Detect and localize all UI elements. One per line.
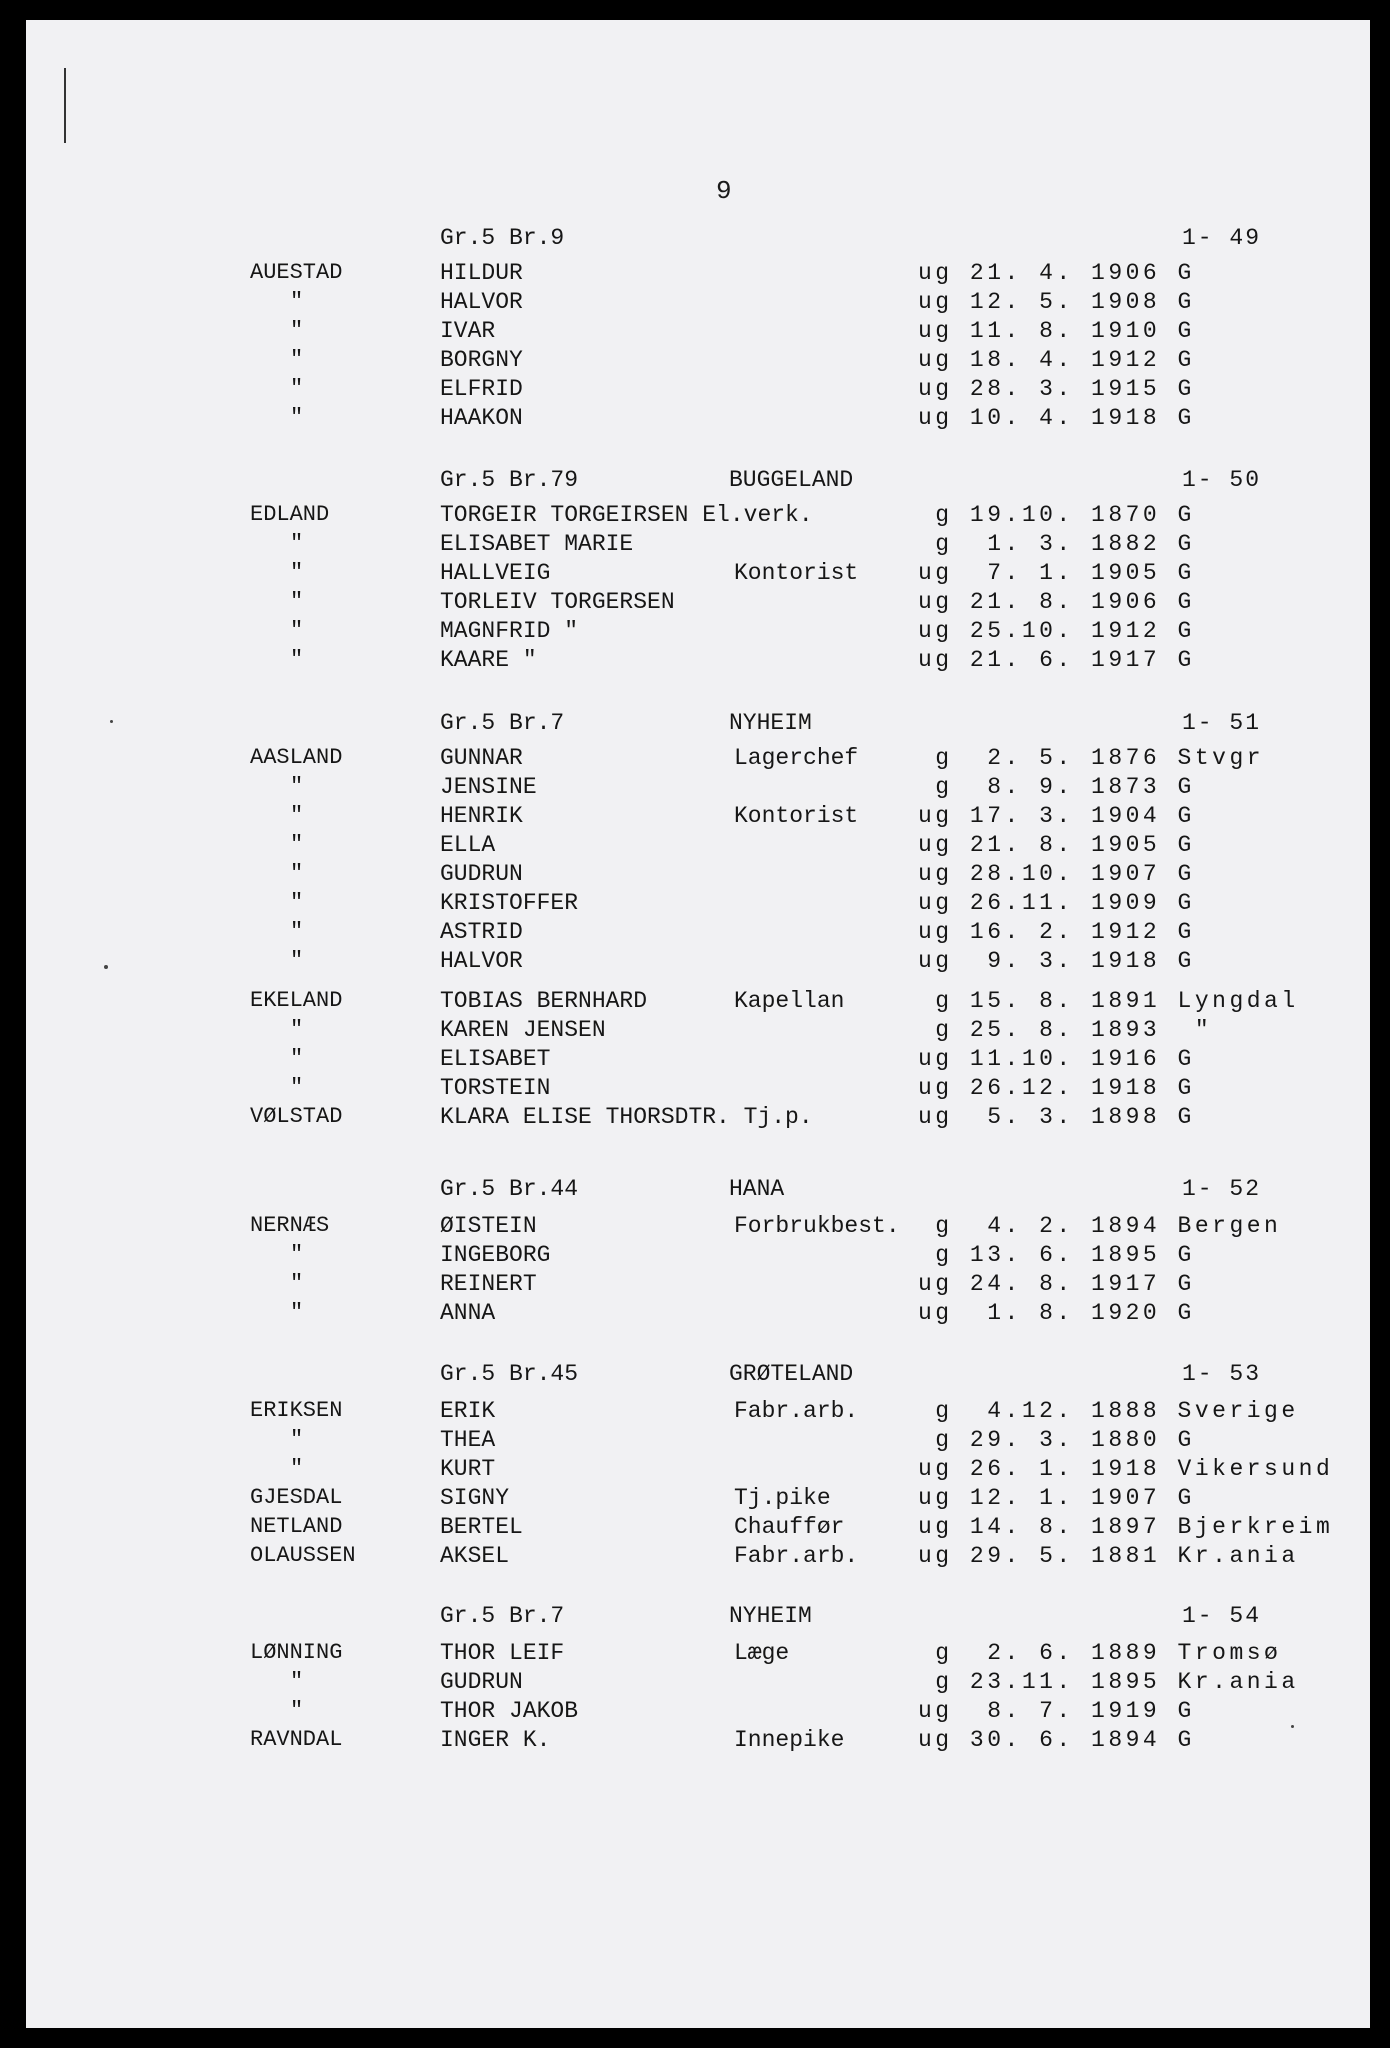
birth-record: ug 1. 8. 1920 G: [918, 1300, 1195, 1326]
given-name: KLARA ELISE THORSDTR. Tj.p.: [440, 1104, 813, 1130]
birth-record: ug 25.10. 1912 G: [918, 618, 1195, 644]
register-row: [250, 745, 1350, 775]
birth-record: g 13. 6. 1895 G: [918, 1242, 1195, 1268]
register-row: [250, 1075, 1350, 1105]
birth-record: g 2. 6. 1889 Tromsø: [918, 1640, 1282, 1666]
surname: ": [290, 376, 304, 401]
surname: NETLAND: [250, 1514, 343, 1539]
given-name: ELISABET MARIE: [440, 531, 634, 557]
surname: ": [290, 318, 304, 343]
surname: ": [290, 861, 304, 886]
register-row: [250, 1213, 1350, 1243]
given-name: HAAKON: [440, 405, 523, 431]
occupation: Kapellan: [734, 988, 845, 1014]
given-name: BORGNY: [440, 347, 523, 373]
surname: OLAUSSEN: [250, 1543, 356, 1568]
given-name: THOR JAKOB: [440, 1698, 579, 1724]
birth-record: ug 9. 3. 1918 G: [918, 948, 1195, 974]
section-place: BUGGELAND: [729, 467, 854, 493]
register-row: [250, 1300, 1350, 1330]
birth-record: ug 18. 4. 1912 G: [918, 347, 1195, 373]
surname: ": [290, 1075, 304, 1100]
section-ref: Gr.5 Br.45: [440, 1361, 579, 1387]
section-ref: Gr.5 Br.7: [440, 1603, 565, 1629]
birth-record: ug 21. 4. 1906 G: [918, 260, 1195, 286]
surname: ": [290, 1017, 304, 1042]
given-name: HALVOR: [440, 948, 523, 974]
occupation: Innepike: [734, 1727, 845, 1753]
section-header: [440, 1176, 1340, 1206]
occupation: Fabr.arb.: [734, 1543, 859, 1569]
birth-record: ug 11.10. 1916 G: [918, 1046, 1195, 1072]
surname: ": [290, 1669, 304, 1694]
register-row: [250, 589, 1350, 619]
given-name: GUNNAR: [440, 745, 523, 771]
section-number: 1- 52: [1182, 1176, 1262, 1202]
surname: RAVNDAL: [250, 1727, 343, 1752]
section-ref: Gr.5 Br.9: [440, 225, 565, 251]
section-ref: Gr.5 Br.44: [440, 1176, 579, 1202]
given-name: ASTRID: [440, 919, 523, 945]
birth-record: g 19.10. 1870 G: [918, 502, 1195, 528]
given-name: SIGNY: [440, 1485, 510, 1511]
given-name: TOBIAS BERNHARD: [440, 988, 648, 1014]
given-name: AKSEL: [440, 1543, 510, 1569]
given-name: ELFRID: [440, 376, 523, 402]
birth-record: ug 17. 3. 1904 G: [918, 803, 1195, 829]
given-name: BERTEL: [440, 1514, 523, 1540]
occupation: Fabr.arb.: [734, 1398, 859, 1424]
occupation: Kontorist: [734, 803, 859, 829]
register-row: [250, 1427, 1350, 1457]
given-name: THOR LEIF: [440, 1640, 565, 1666]
given-name: GUDRUN: [440, 861, 523, 887]
birth-record: g 2. 5. 1876 Stvgr: [918, 745, 1265, 771]
birth-record: ug 30. 6. 1894 G: [918, 1727, 1195, 1753]
register-row: [250, 1104, 1350, 1134]
given-name: JENSINE: [440, 774, 537, 800]
birth-record: ug 16. 2. 1912 G: [918, 919, 1195, 945]
register-row: [250, 1698, 1350, 1728]
birth-record: ug 28. 3. 1915 G: [918, 376, 1195, 402]
register-row: [250, 1727, 1350, 1757]
register-row: [250, 803, 1350, 833]
register-row: [250, 318, 1350, 348]
birth-record: ug 26.12. 1918 G: [918, 1075, 1195, 1101]
register-row: [250, 948, 1350, 978]
section-header: [440, 225, 1340, 255]
birth-record: g 23.11. 1895 Kr.ania: [918, 1669, 1299, 1695]
surname: EDLAND: [250, 502, 330, 527]
surname: GJESDAL: [250, 1485, 343, 1510]
register-row: [250, 1640, 1350, 1670]
given-name: ØISTEIN: [440, 1213, 537, 1239]
birth-record: ug 21. 8. 1905 G: [918, 832, 1195, 858]
birth-record: g 4. 2. 1894 Bergen: [918, 1213, 1282, 1239]
birth-record: ug 28.10. 1907 G: [918, 861, 1195, 887]
surname: ": [290, 803, 304, 828]
surname: ": [290, 890, 304, 915]
register-row: [250, 1514, 1350, 1544]
section-place: NYHEIM: [729, 710, 812, 736]
register-row: [250, 1669, 1350, 1699]
speck: [110, 720, 113, 723]
section-ref: Gr.5 Br.7: [440, 710, 565, 736]
birth-record: ug 7. 1. 1905 G: [918, 560, 1195, 586]
speck: [1291, 1725, 1294, 1728]
birth-record: g 8. 9. 1873 G: [918, 774, 1195, 800]
surname: ": [290, 589, 304, 614]
surname: AUESTAD: [250, 260, 343, 285]
register-row: [250, 774, 1350, 804]
section-header: [440, 710, 1340, 740]
birth-record: ug 12. 1. 1907 G: [918, 1485, 1195, 1511]
register-row: [250, 1046, 1350, 1076]
section-number: 1- 50: [1182, 467, 1262, 493]
given-name: MAGNFRID ": [440, 618, 579, 644]
register-row: [250, 260, 1350, 290]
given-name: HENRIK: [440, 803, 523, 829]
occupation: Læge: [734, 1640, 790, 1666]
section-header: [440, 1603, 1340, 1633]
surname: ": [290, 647, 304, 672]
occupation: Forbrukbest.: [734, 1213, 900, 1239]
section-number: 1- 54: [1182, 1603, 1262, 1629]
birth-record: ug 8. 7. 1919 G: [918, 1698, 1195, 1724]
birth-record: ug 11. 8. 1910 G: [918, 318, 1195, 344]
surname: VØLSTAD: [250, 1104, 343, 1129]
birth-record: g 25. 8. 1893 ": [918, 1017, 1213, 1043]
given-name: GUDRUN: [440, 1669, 523, 1695]
register-row: [250, 890, 1350, 920]
surname: ": [290, 405, 304, 430]
occupation: Lagerchef: [734, 745, 859, 771]
section-place: NYHEIM: [729, 1603, 812, 1629]
register-row: [250, 405, 1350, 435]
register-row: [250, 531, 1350, 561]
birth-record: g 29. 3. 1880 G: [918, 1427, 1195, 1453]
surname: ": [290, 1427, 304, 1452]
register-row: [250, 832, 1350, 862]
birth-record: ug 24. 8. 1917 G: [918, 1271, 1195, 1297]
given-name: TORLEIV TORGERSEN: [440, 589, 675, 615]
birth-record: g 1. 3. 1882 G: [918, 531, 1195, 557]
section-number: 1- 53: [1182, 1361, 1262, 1387]
surname: ": [290, 560, 304, 585]
birth-record: g 4.12. 1888 Sverige: [918, 1398, 1299, 1424]
surname: ": [290, 1300, 304, 1325]
surname: ": [290, 1698, 304, 1723]
surname: ": [290, 1242, 304, 1267]
given-name: ANNA: [440, 1300, 496, 1326]
section-place: GRØTELAND: [729, 1361, 854, 1387]
surname: ": [290, 919, 304, 944]
occupation: Chauffør: [734, 1514, 845, 1540]
given-name: HILDUR: [440, 260, 523, 286]
surname: ": [290, 347, 304, 372]
birth-record: ug 29. 5. 1881 Kr.ania: [918, 1543, 1299, 1569]
surname: AASLAND: [250, 745, 343, 770]
section-header: [440, 467, 1340, 497]
register-row: [250, 1271, 1350, 1301]
given-name: KURT: [440, 1456, 496, 1482]
register-row: [250, 1242, 1350, 1272]
birth-record: ug 26. 1. 1918 Vikersund: [918, 1456, 1334, 1482]
given-name: TORGEIR TORGEIRSEN El.verk.: [440, 502, 813, 528]
surname: LØNNING: [250, 1640, 343, 1665]
birth-record: ug 12. 5. 1908 G: [918, 289, 1195, 315]
register-row: [250, 347, 1350, 377]
register-row: [250, 988, 1350, 1018]
given-name: INGEBORG: [440, 1242, 551, 1268]
surname: ": [290, 289, 304, 314]
surname: ": [290, 1046, 304, 1071]
register-row: [250, 289, 1350, 319]
given-name: KAREN JENSEN: [440, 1017, 606, 1043]
surname: EKELAND: [250, 988, 343, 1013]
birth-record: ug 14. 8. 1897 Bjerkreim: [918, 1514, 1334, 1540]
page-edge-mark: [64, 68, 66, 143]
given-name: HALVOR: [440, 289, 523, 315]
given-name: REINERT: [440, 1271, 537, 1297]
register-row: [250, 1485, 1350, 1515]
surname: ": [290, 774, 304, 799]
register-row: [250, 1456, 1350, 1486]
surname: ": [290, 618, 304, 643]
given-name: ELLA: [440, 832, 496, 858]
register-row: [250, 861, 1350, 891]
register-row: [250, 1017, 1350, 1047]
surname: ": [290, 948, 304, 973]
register-row: [250, 618, 1350, 648]
section-place: HANA: [729, 1176, 785, 1202]
register-row: [250, 1398, 1350, 1428]
occupation: Tj.pike: [734, 1485, 831, 1511]
given-name: TORSTEIN: [440, 1075, 551, 1101]
birth-record: g 15. 8. 1891 Lyngdal: [918, 988, 1299, 1014]
occupation: Kontorist: [734, 560, 859, 586]
speck: [104, 965, 108, 969]
register-row: [250, 560, 1350, 590]
given-name: KAARE ": [440, 647, 537, 673]
given-name: KRISTOFFER: [440, 890, 579, 916]
given-name: THEA: [440, 1427, 496, 1453]
given-name: IVAR: [440, 318, 496, 344]
register-row: [250, 1543, 1350, 1573]
section-header: [440, 1361, 1340, 1391]
given-name: HALLVEIG: [440, 560, 551, 586]
register-row: [250, 919, 1350, 949]
section-number: 1- 49: [1182, 225, 1262, 251]
register-row: [250, 502, 1350, 532]
register-row: [250, 647, 1350, 677]
birth-record: ug 21. 6. 1917 G: [918, 647, 1195, 673]
surname: NERNÆS: [250, 1213, 330, 1238]
surname: ERIKSEN: [250, 1398, 343, 1423]
surname: ": [290, 531, 304, 556]
given-name: INGER K.: [440, 1727, 551, 1753]
surname: ": [290, 1271, 304, 1296]
section-number: 1- 51: [1182, 710, 1262, 736]
given-name: ERIK: [440, 1398, 496, 1424]
surname: ": [290, 1456, 304, 1481]
given-name: ELISABET: [440, 1046, 551, 1072]
page-number: 9: [716, 176, 732, 206]
birth-record: ug 5. 3. 1898 G: [918, 1104, 1195, 1130]
surname: ": [290, 832, 304, 857]
birth-record: ug 10. 4. 1918 G: [918, 405, 1195, 431]
document-page: [26, 20, 1370, 2028]
section-ref: Gr.5 Br.79: [440, 467, 579, 493]
birth-record: ug 26.11. 1909 G: [918, 890, 1195, 916]
register-row: [250, 376, 1350, 406]
birth-record: ug 21. 8. 1906 G: [918, 589, 1195, 615]
